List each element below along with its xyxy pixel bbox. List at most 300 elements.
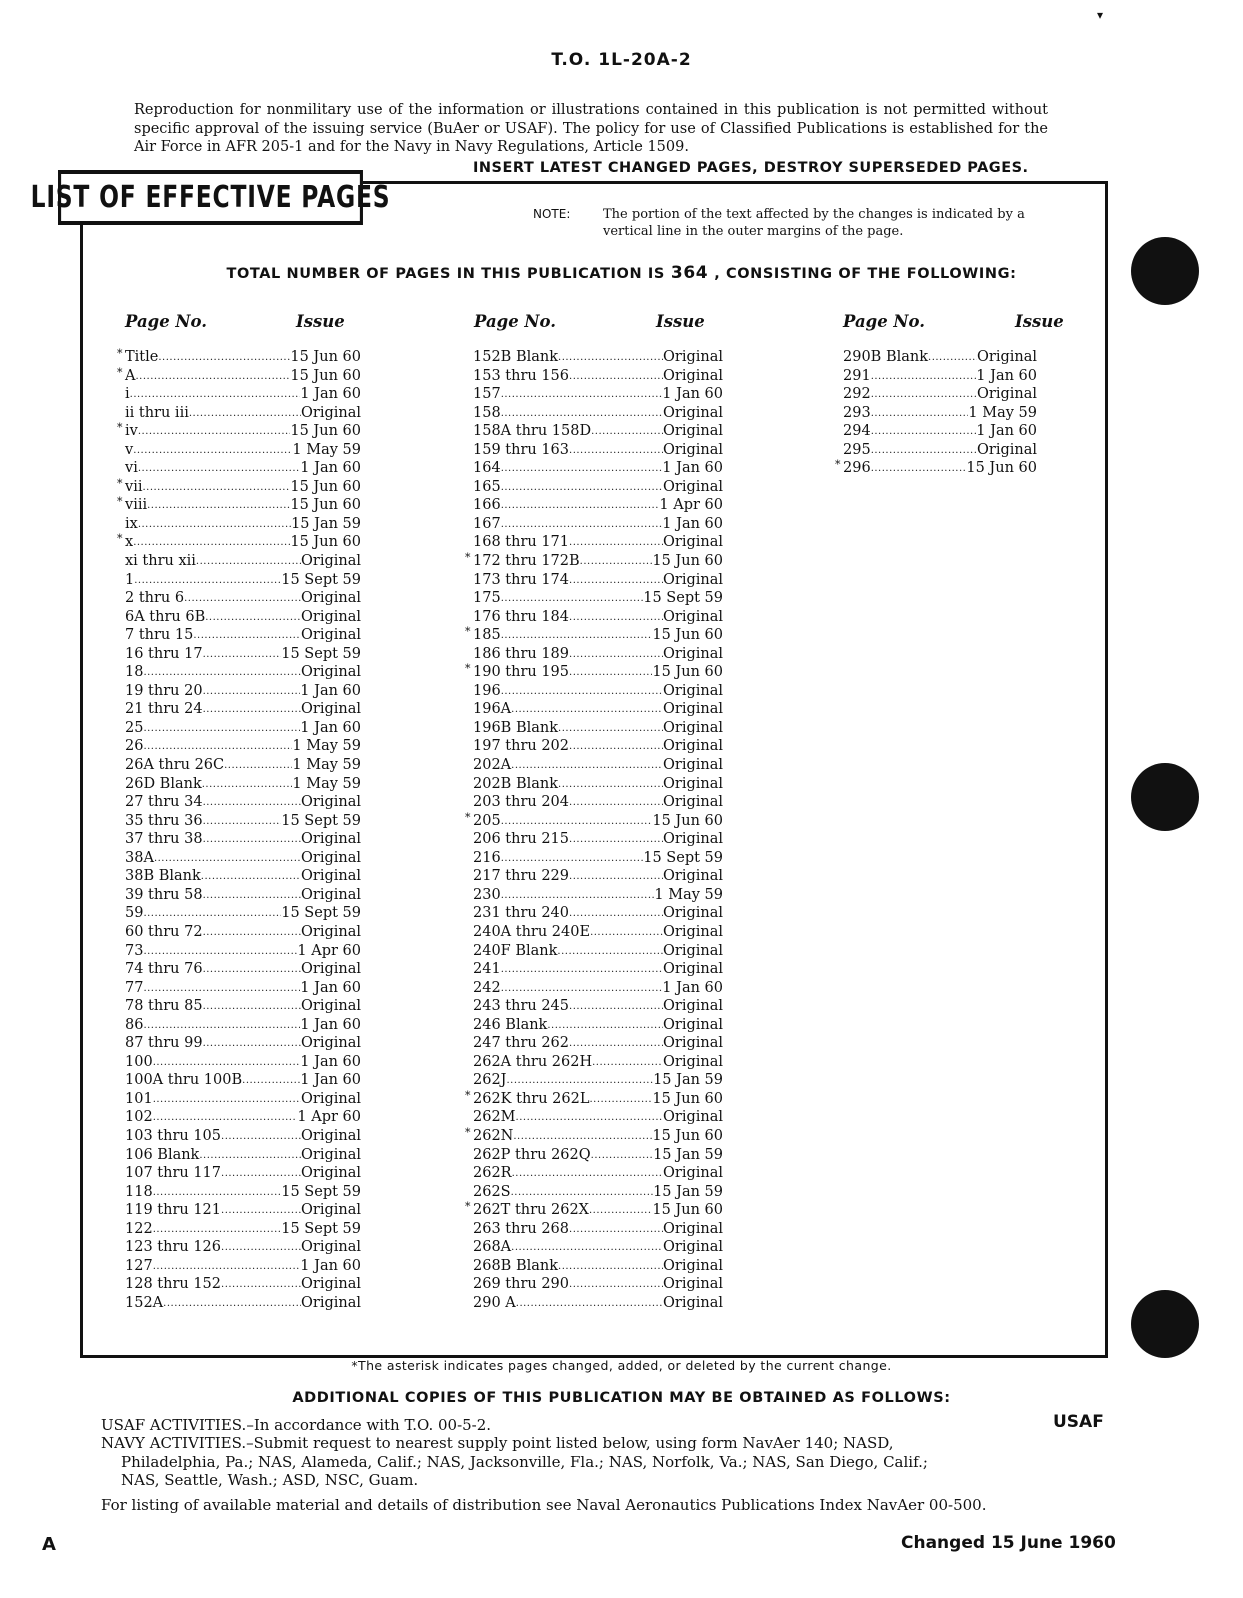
dot-leader	[569, 1220, 663, 1239]
issue-date: Original	[301, 1127, 361, 1144]
page-number: 262R	[473, 1165, 512, 1182]
dot-leader	[501, 515, 663, 534]
page-entry-row	[473, 830, 723, 849]
page-number: 166	[473, 497, 501, 514]
dot-leader	[153, 1053, 301, 1072]
dot-leader	[501, 812, 653, 831]
page-entry-row	[125, 459, 361, 478]
page-entry-row	[117, 476, 361, 497]
issue-date: Original	[301, 627, 361, 644]
issue-date: Original	[977, 441, 1037, 458]
page-number: 25	[125, 719, 144, 736]
dot-leader	[130, 385, 301, 404]
page-entry-row	[473, 997, 723, 1016]
page-entry-row	[473, 849, 723, 868]
page-entry-row	[473, 756, 723, 775]
page-entry-row	[125, 979, 361, 998]
dot-leader	[569, 904, 663, 923]
dot-leader	[143, 1016, 300, 1035]
issue-date: Original	[663, 757, 723, 774]
issue-date: 1 Jan 60	[662, 979, 723, 996]
changed-date: Changed 15 June 1960	[901, 1533, 1116, 1553]
dot-leader	[154, 849, 301, 868]
issue-date: Original	[663, 608, 723, 625]
dot-leader	[569, 645, 663, 664]
change-asterisk: *	[465, 810, 471, 824]
issue-date: 15 Jun 60	[290, 349, 361, 365]
dot-leader	[871, 404, 969, 423]
lep-title-box	[30, 170, 391, 225]
issue-date: 1 Jan 60	[300, 719, 361, 736]
page-number: 262N	[473, 1127, 514, 1144]
navy-line-3: NAS, Seattle, Wash.; ASD, NSC, Guam.	[121, 1471, 419, 1489]
dot-leader	[501, 979, 663, 998]
page-number: 196	[473, 682, 501, 699]
issue-date: Original	[663, 923, 723, 940]
page-entry-row	[125, 1034, 361, 1053]
page-entry-row	[125, 1238, 361, 1257]
change-asterisk: *	[117, 365, 123, 379]
page-number: 16 thru 17	[125, 645, 203, 662]
dot-leader	[501, 682, 663, 701]
page-entry-row	[843, 348, 1037, 367]
page-entry-row	[125, 737, 361, 756]
page-number: 101	[125, 1090, 153, 1107]
dot-leader	[569, 867, 663, 886]
page-entry-row	[473, 348, 723, 367]
page-number: 262S	[473, 1183, 511, 1200]
page-number: 103 thru 105	[125, 1127, 222, 1144]
dot-leader	[511, 1183, 653, 1202]
dot-leader	[143, 979, 300, 998]
page-entry-row	[125, 1275, 361, 1294]
dot-leader	[501, 626, 653, 645]
page-letter: A	[42, 1534, 56, 1555]
issue-date: 15 Sept 59	[281, 571, 361, 588]
total-pages-line	[0, 263, 1243, 283]
page-number: 127	[125, 1257, 153, 1274]
page-number: 26A thru 26C	[125, 757, 225, 774]
page-number: 185	[473, 627, 501, 644]
dot-leader	[589, 1201, 652, 1220]
page-entry-row	[125, 775, 361, 794]
issue-date: Original	[663, 645, 723, 662]
page-number: 123 thru 126	[125, 1239, 222, 1256]
dot-leader	[138, 422, 291, 441]
page-entry-row	[473, 1238, 723, 1257]
issue-date: 15 Jan 59	[653, 1146, 723, 1163]
dot-leader	[569, 441, 663, 460]
dot-leader	[558, 348, 663, 367]
page-number: 39 thru 58	[125, 886, 203, 903]
pages-column-2	[465, 348, 723, 1312]
page-number: 26D Blank	[125, 775, 202, 792]
binder-hole-middle	[1131, 763, 1199, 831]
page-entry-row	[125, 756, 361, 775]
dot-leader	[591, 422, 663, 441]
page-number: 7 thru 15	[125, 627, 194, 644]
total-suffix: , CONSISTING OF THE FOLLOWING:	[714, 266, 1017, 282]
issue-date: 15 Jun 60	[290, 534, 361, 551]
additional-copies-heading: ADDITIONAL COPIES OF THIS PUBLICATION MAY BE OBTAINED AS FOLLOWS:	[292, 1390, 951, 1406]
page-entry-row	[473, 1183, 723, 1202]
dot-leader	[153, 1257, 301, 1276]
page-entry-row	[125, 663, 361, 682]
issue-date: 1 Jan 60	[300, 1016, 361, 1033]
col3-header-issue: Issue	[1015, 312, 1064, 331]
change-asterisk: *	[465, 1088, 471, 1102]
page-entry-row	[465, 625, 723, 645]
dot-leader	[153, 1183, 282, 1202]
issue-date: Original	[301, 1035, 361, 1052]
page-entry-row	[125, 1220, 361, 1239]
page-entry-row	[473, 533, 723, 552]
dot-leader	[580, 552, 653, 571]
issue-date: 1 Jan 60	[300, 979, 361, 996]
page-number: 153 thru 156	[473, 367, 570, 384]
page-number: 167	[473, 515, 501, 532]
issue-date: Original	[663, 719, 723, 736]
page-entry-row	[125, 904, 361, 923]
page-entry-row	[117, 365, 361, 386]
page-number: 122	[125, 1220, 153, 1237]
dot-leader	[203, 645, 282, 664]
issue-date: Original	[301, 1276, 361, 1293]
page-number: 26	[125, 738, 144, 755]
page-entry-row	[125, 1016, 361, 1035]
page-number: 175	[473, 590, 501, 607]
issue-date: Original	[663, 571, 723, 588]
dot-leader	[507, 1071, 654, 1090]
issue-date: 15 Jan 59	[653, 1072, 723, 1089]
page-entry-row	[473, 571, 723, 590]
page-number: 18	[125, 664, 144, 681]
page-number: viii	[125, 497, 148, 514]
page-entry-row	[125, 385, 361, 404]
page-number: 118	[125, 1183, 153, 1200]
page-number: 241	[473, 961, 501, 978]
dot-leader	[569, 367, 663, 386]
page-number: 268B Blank	[473, 1257, 559, 1274]
page-entry-row	[473, 422, 723, 441]
dot-leader	[153, 1108, 298, 1127]
issue-date: Original	[301, 1239, 361, 1256]
page-number: 19 thru 20	[125, 682, 203, 699]
dot-leader	[143, 737, 292, 756]
page-entry-row	[125, 404, 361, 423]
page-number: 196B Blank	[473, 719, 559, 736]
change-asterisk: *	[117, 476, 123, 490]
page-entry-row	[473, 979, 723, 998]
page-entry-row	[473, 904, 723, 923]
page-number: 106 Blank	[125, 1146, 200, 1163]
issue-date: 15 Jun 60	[652, 1090, 723, 1107]
total-prefix: TOTAL NUMBER OF PAGES IN THIS PUBLICATION IS	[226, 266, 665, 282]
page-entry-row	[125, 1053, 361, 1072]
dot-leader	[134, 571, 281, 590]
dot-leader	[557, 942, 663, 961]
page-entry-row	[125, 1108, 361, 1127]
issue-date: Original	[977, 386, 1037, 403]
issue-date: Original	[301, 1165, 361, 1182]
issue-date: Original	[663, 404, 723, 421]
issue-date: Original	[663, 478, 723, 495]
dot-leader	[143, 904, 281, 923]
dot-leader	[221, 1201, 301, 1220]
issue-date: 15 Jun 60	[652, 1202, 723, 1219]
issue-date: 1 Apr 60	[297, 942, 361, 959]
page-entry-row	[465, 1200, 723, 1220]
dot-leader	[501, 385, 663, 404]
dot-leader	[558, 775, 663, 794]
page-entry-row	[125, 960, 361, 979]
issue-date: 15 Jun 60	[966, 460, 1037, 477]
dot-leader	[221, 1275, 301, 1294]
issue-date: 1 May 59	[292, 441, 361, 458]
note-text: The portion of the text affected by the changes is indicated by a vertical line in the outer margins of the page.	[603, 207, 1025, 239]
page-number: 21 thru 24	[125, 701, 203, 718]
page-number: 27 thru 34	[125, 794, 203, 811]
issue-date: Original	[977, 349, 1037, 365]
dot-leader	[871, 422, 977, 441]
issue-date: Original	[663, 701, 723, 718]
page-entry-row	[473, 719, 723, 738]
pages-column-3	[835, 348, 1037, 478]
dot-leader	[138, 459, 300, 478]
page-entry-row	[473, 1108, 723, 1127]
page-number: 165	[473, 478, 501, 495]
page-number: 216	[473, 849, 501, 866]
issue-date: 15 Jun 60	[290, 423, 361, 440]
page-number: 73	[125, 942, 144, 959]
page-entry-row	[125, 1183, 361, 1202]
page-number: 186 thru 189	[473, 645, 570, 662]
dot-leader	[569, 1034, 663, 1053]
issue-date: 1 Jan 60	[300, 460, 361, 477]
issue-date: 15 Sept 59	[643, 849, 723, 866]
page-number: 190 thru 195	[473, 664, 570, 681]
dot-leader	[203, 960, 301, 979]
dot-leader	[193, 626, 301, 645]
issue-date: 1 Jan 60	[300, 1257, 361, 1274]
page-entry-row	[125, 942, 361, 961]
issue-date: Original	[663, 1053, 723, 1070]
issue-date: Original	[663, 441, 723, 458]
dot-leader	[501, 886, 655, 905]
dot-leader	[516, 1294, 663, 1313]
page-number: 158	[473, 404, 501, 421]
page-entry-row	[473, 515, 723, 534]
page-number: 35 thru 36	[125, 812, 203, 829]
page-entry-row	[473, 775, 723, 794]
page-number: A	[125, 367, 136, 384]
page-number: 87 thru 99	[125, 1035, 203, 1052]
issue-date: Original	[663, 1035, 723, 1052]
dot-leader	[569, 663, 652, 682]
issue-date: 15 Sept 59	[281, 645, 361, 662]
page-number: 246 Blank	[473, 1016, 548, 1033]
page-number: 164	[473, 460, 501, 477]
dot-leader	[501, 459, 663, 478]
page-entry-row	[473, 886, 723, 905]
page-entry-row	[125, 571, 361, 590]
page-entry-row	[125, 849, 361, 868]
dot-leader	[569, 830, 663, 849]
change-asterisk: *	[465, 551, 471, 565]
page-number: 231 thru 240	[473, 905, 570, 922]
page-number: 230	[473, 886, 501, 903]
page-number: 59	[125, 905, 144, 922]
page-number: 197 thru 202	[473, 738, 570, 755]
page-entry-row	[473, 1220, 723, 1239]
page-number: 159 thru 163	[473, 441, 570, 458]
page-number: 262K thru 262L	[473, 1090, 590, 1107]
page-entry-row	[843, 404, 1037, 423]
issue-date: 1 Jan 60	[662, 386, 723, 403]
dot-leader	[569, 533, 663, 552]
dot-leader	[189, 404, 301, 423]
page-number: 78 thru 85	[125, 998, 203, 1015]
page-entry-row	[473, 867, 723, 886]
page-number: 38A	[125, 849, 154, 866]
col2-header-page: Page No.	[474, 312, 556, 331]
issue-date: Original	[663, 1276, 723, 1293]
change-asterisk: *	[465, 1125, 471, 1139]
page-number: 269 thru 290	[473, 1276, 570, 1293]
issue-date: 1 Jan 60	[662, 460, 723, 477]
issue-date: Original	[301, 794, 361, 811]
page-entry-row	[473, 589, 723, 608]
col1-header-issue: Issue	[296, 312, 345, 331]
dot-leader	[203, 812, 282, 831]
issue-date: Original	[663, 998, 723, 1015]
issue-date: Original	[663, 349, 723, 365]
issue-date: 1 Jan 60	[976, 367, 1037, 384]
dot-leader	[513, 1127, 652, 1146]
dot-leader	[153, 1090, 301, 1109]
dot-leader	[591, 1146, 653, 1165]
dot-leader	[501, 849, 644, 868]
dot-leader	[199, 1146, 301, 1165]
page-number: 262T thru 262X	[473, 1202, 589, 1219]
dot-leader	[205, 608, 301, 627]
dot-leader	[221, 1164, 301, 1183]
issue-date: 1 May 59	[292, 757, 361, 774]
page-entry-row	[117, 347, 361, 367]
page-number: 242	[473, 979, 501, 996]
page-entry-row	[473, 478, 723, 497]
issue-date: Original	[663, 1109, 723, 1126]
page-entry-row	[473, 793, 723, 812]
issue-date: Original	[663, 905, 723, 922]
page-number: 262J	[473, 1072, 507, 1089]
dot-leader	[203, 830, 301, 849]
page-entry-row	[125, 1294, 361, 1313]
reproduction-notice: Reproduction for nonmilitary use of the information or illustrations contained in this publication is not permitted without specific approval of the issuing service (BuAer or USAF). The policy for use of Classified Publications is established for the Air Force in AFR 205-1 and for the Navy in Navy Regulations, Article 1509.	[134, 102, 1048, 155]
navy-line-2: Philadelphia, Pa.; NAS, Alameda, Calif.; NAS, Jacksonville, Fla.; NAS, Norfolk, Va.; NAS, San Diego, Calif.;	[121, 1452, 928, 1471]
page-number: Title	[125, 349, 159, 365]
page-entry-row	[473, 385, 723, 404]
issue-date: Original	[663, 682, 723, 699]
page-number: 203 thru 204	[473, 794, 570, 811]
page-entry-row	[473, 441, 723, 460]
page-entry-row	[843, 422, 1037, 441]
col2-header-issue: Issue	[656, 312, 705, 331]
page-entry-row	[473, 1275, 723, 1294]
issue-date: Original	[301, 1202, 361, 1219]
issue-date: 1 May 59	[292, 738, 361, 755]
page-number: 107 thru 117	[125, 1165, 222, 1182]
dot-leader	[511, 700, 663, 719]
issue-date: 1 Apr 60	[297, 1109, 361, 1126]
dot-leader	[163, 1294, 301, 1313]
change-asterisk: *	[835, 458, 841, 472]
page-number: 240A thru 240E	[473, 923, 591, 940]
page-number: ii thru iii	[125, 404, 189, 421]
total-count: 364	[670, 263, 709, 283]
page-number: 37 thru 38	[125, 831, 203, 848]
page-entry-row	[125, 1146, 361, 1165]
page-number: 173 thru 174	[473, 571, 570, 588]
dot-leader	[501, 589, 644, 608]
dot-leader	[221, 1127, 301, 1146]
page-entry-row	[125, 1071, 361, 1090]
page-entry-row	[465, 1125, 723, 1146]
dot-leader	[501, 478, 663, 497]
page-number: 38B Blank	[125, 868, 201, 885]
dot-leader	[569, 571, 663, 590]
page-number: 86	[125, 1016, 144, 1033]
page-entry-row	[473, 1034, 723, 1053]
dot-leader	[135, 367, 290, 386]
page-number: 290B Blank	[843, 349, 929, 365]
issue-date: 15 Jun 60	[652, 553, 723, 570]
dot-leader	[928, 348, 977, 367]
page-entry-row	[125, 867, 361, 886]
issue-date: 15 Sept 59	[281, 1220, 361, 1237]
binder-hole-bottom	[1131, 1290, 1199, 1358]
issue-date: Original	[663, 1220, 723, 1237]
page-entry-row	[473, 1164, 723, 1183]
document-header: T.O. 1L-20A-2	[551, 50, 692, 70]
issue-date: Original	[301, 1146, 361, 1163]
page-entry-row	[473, 700, 723, 719]
issue-date: 1 Jan 60	[300, 386, 361, 403]
dot-leader	[871, 385, 977, 404]
page-entry-row	[465, 1088, 723, 1109]
page-entry-row	[473, 608, 723, 627]
lep-title: LIST OF EFFECTIVE PAGES	[30, 180, 391, 215]
page-entry-row	[843, 367, 1037, 386]
pages-column-1	[117, 347, 361, 1312]
page-number: 296	[843, 460, 871, 477]
page-entry-row	[473, 1016, 723, 1035]
issue-date: Original	[301, 868, 361, 885]
dot-leader	[242, 1071, 300, 1090]
page-number: 206 thru 215	[473, 831, 570, 848]
issue-date: Original	[663, 794, 723, 811]
issue-date: 15 Jun 60	[652, 1127, 723, 1144]
issue-date: Original	[663, 1294, 723, 1311]
page-entry-row	[473, 960, 723, 979]
usaf-activities: USAF ACTIVITIES.–In accordance with T.O. 00-5-2.	[101, 1416, 492, 1434]
page-number: 291	[843, 367, 871, 384]
issue-date: Original	[301, 886, 361, 903]
dot-leader	[196, 552, 301, 571]
dot-leader	[547, 1016, 663, 1035]
page-entry-row	[473, 1071, 723, 1090]
dot-leader	[512, 1164, 663, 1183]
